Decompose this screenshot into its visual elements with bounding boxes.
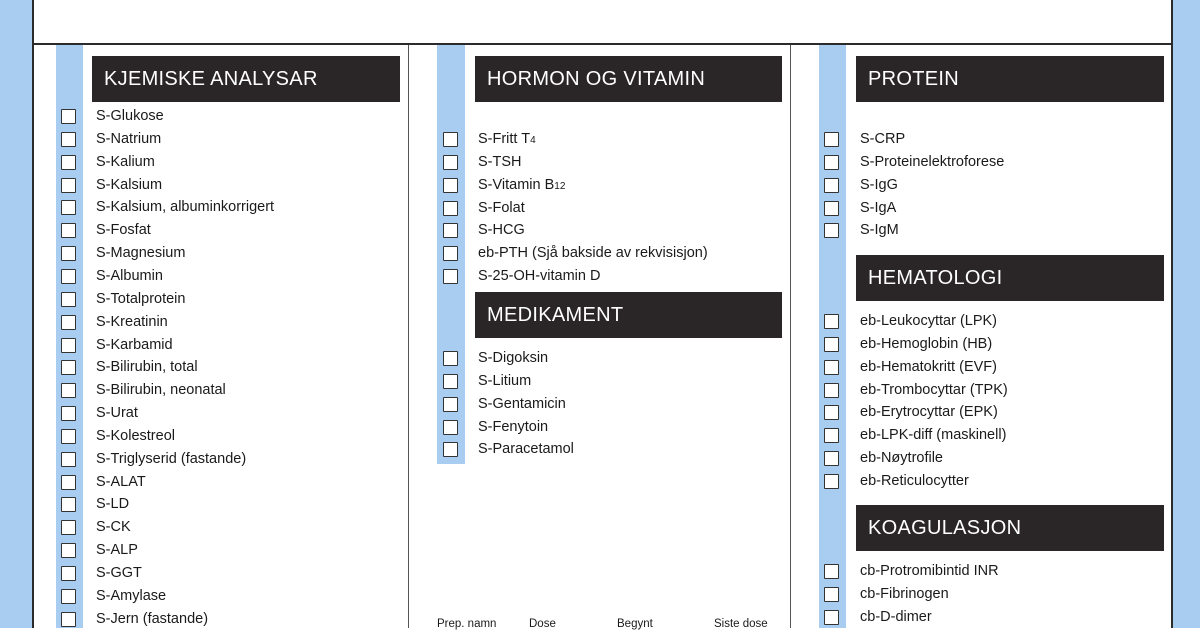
checkbox[interactable]	[61, 132, 76, 147]
checkbox[interactable]	[824, 314, 839, 329]
checkbox-row-s-fenytoin[interactable]	[443, 416, 458, 439]
checkbox-row-s-urat[interactable]	[61, 402, 76, 425]
checkbox-row-eb-hematokritt-evf[interactable]	[824, 356, 839, 379]
footer-label-prep-namn: Prep. namn	[437, 618, 497, 630]
checkbox-label: S-Bilirubin, neonatal	[96, 382, 226, 398]
checkbox[interactable]	[61, 315, 76, 330]
checkbox-label: S-Jern (fastande)	[96, 611, 209, 627]
checkbox[interactable]	[443, 178, 458, 193]
checkbox-row-s-vitamin-b12[interactable]	[443, 174, 458, 197]
checkbox-label: S-Vitamin B12	[478, 177, 566, 193]
column-divider-2	[790, 45, 791, 628]
checkbox-row-eb-trombocyttar-tpk[interactable]	[824, 379, 839, 402]
checkbox-row-s-digoksin[interactable]	[443, 347, 458, 370]
checkbox-label: cb-Fibrinogen	[860, 586, 949, 602]
checkbox[interactable]	[824, 132, 839, 147]
checkbox[interactable]	[824, 428, 839, 443]
checkbox[interactable]	[443, 374, 458, 389]
checkbox[interactable]	[824, 587, 839, 602]
section-header-koagulasjon: KOAGULASJON	[856, 505, 1164, 551]
checkbox-label: eb-Hematokritt (EVF)	[860, 359, 997, 375]
checkbox[interactable]	[443, 132, 458, 147]
footer-label-siste-dose: Siste dose	[714, 618, 768, 630]
checkbox[interactable]	[61, 223, 76, 238]
section-header-hormon-og-vitamin: HORMON OG VITAMIN	[475, 56, 782, 102]
checkbox[interactable]	[61, 566, 76, 581]
checkbox-label: S-ALAT	[96, 474, 146, 490]
checkbox-label: S-Fosfat	[96, 222, 151, 238]
checkbox-row-s-kolestreol[interactable]	[61, 425, 76, 448]
checkbox[interactable]	[61, 475, 76, 490]
checkbox-row-s-proteinelektroforese[interactable]	[824, 151, 839, 174]
checkbox-label: S-Bilirubin, total	[96, 359, 198, 375]
checkbox[interactable]	[824, 405, 839, 420]
checkbox-label: S-Kreatinin	[96, 314, 168, 330]
checkbox-label: cb-Protromibintid INR	[860, 563, 999, 579]
checkbox-row-s-hcg[interactable]	[443, 219, 458, 242]
checkbox-row-eb-leukocyttar-lpk[interactable]	[824, 310, 839, 333]
form-left-border	[32, 0, 34, 628]
checkbox-row-eb-lpk-diff-maskinell[interactable]	[824, 424, 839, 447]
checkbox-label: eb-Reticulocytter	[860, 473, 969, 489]
checkbox[interactable]	[824, 610, 839, 625]
footer-label-dose: Dose	[529, 618, 556, 630]
checkbox-label: S-Albumin	[96, 268, 163, 284]
checkbox-row-eb-nøytrofile[interactable]	[824, 447, 839, 470]
checkbox-row-s-litium[interactable]	[443, 370, 458, 393]
checkbox[interactable]	[824, 451, 839, 466]
checkbox-row-s-ld[interactable]	[61, 493, 76, 516]
checkbox-label: eb-Hemoglobin (HB)	[860, 336, 993, 352]
checkbox-label: S-CK	[96, 519, 131, 535]
checkbox-label: S-Totalprotein	[96, 291, 186, 307]
checkbox[interactable]	[61, 109, 76, 124]
checkbox-label: S-Natrium	[96, 131, 162, 147]
checkbox-label: S-Folat	[478, 200, 525, 216]
checkbox-label: S-HCG	[478, 222, 525, 238]
checkbox-label: S-Litium	[478, 373, 532, 389]
checkbox-label: S-Urat	[96, 405, 138, 421]
checkbox[interactable]	[61, 452, 76, 467]
checkbox-row-cb-d-dimer[interactable]	[824, 606, 839, 629]
checkbox-label: eb-PTH (Sjå bakside av rekvisisjon)	[478, 245, 708, 261]
column-divider-1	[408, 45, 409, 628]
checkbox-label: eb-Leukocyttar (LPK)	[860, 313, 998, 329]
checkbox-row-s-fosfat[interactable]	[61, 219, 76, 242]
checkbox-row-cb-fibrinogen[interactable]	[824, 583, 839, 606]
checkbox-row-s-paracetamol[interactable]	[443, 438, 458, 461]
checkbox-label: S-GGT	[96, 565, 142, 581]
checkbox-row-s-triglyserid-fastande[interactable]	[61, 448, 76, 471]
checkbox[interactable]	[443, 397, 458, 412]
checkbox-label: S-Karbamid	[96, 337, 173, 353]
checkbox-label: S-Magnesium	[96, 245, 186, 261]
checkbox-row-s-natrium[interactable]	[61, 128, 76, 151]
right-margin-stripe	[1173, 0, 1200, 628]
checkbox-row-eb-reticulocytter[interactable]	[824, 470, 839, 493]
checkbox-row-s-kalsium-albuminkorrigert[interactable]	[61, 196, 76, 219]
checkbox-label: S-ALP	[96, 542, 138, 558]
checkbox-label: S-Amylase	[96, 588, 167, 604]
checkbox-label: S-Digoksin	[478, 350, 549, 366]
checkbox-row-eb-pth-sjå-bakside-av-rekvisisjon[interactable]	[443, 242, 458, 265]
checkbox[interactable]	[61, 155, 76, 170]
checkbox-label: S-Paracetamol	[478, 441, 574, 457]
checkbox-label: S-Kalsium	[96, 177, 163, 193]
checkbox-label: S-LD	[96, 496, 130, 512]
checkbox[interactable]	[824, 564, 839, 579]
checkbox-row-s-fritt-t4[interactable]	[443, 128, 458, 151]
checkbox-label: eb-LPK-diff (maskinell)	[860, 427, 1007, 443]
checkbox[interactable]	[824, 155, 839, 170]
form-right-border	[1171, 0, 1173, 628]
checkbox-row-cb-protromibintid-inr[interactable]	[824, 560, 839, 583]
checkbox-row-eb-hemoglobin-hb[interactable]	[824, 333, 839, 356]
checkbox[interactable]	[61, 292, 76, 307]
checkbox-label: eb-Trombocyttar (TPK)	[860, 382, 1008, 398]
left-margin-stripe	[0, 0, 33, 628]
checkbox-row-s-bilirubin-total[interactable]	[61, 356, 76, 379]
section-header-kjemiske-analysar: KJEMISKE ANALYSAR	[92, 56, 400, 102]
checkbox[interactable]	[824, 360, 839, 375]
checkbox-label: S-Fenytoin	[478, 419, 549, 435]
checkbox-label: S-Kalsium, albuminkorrigert	[96, 199, 275, 215]
checkbox[interactable]	[824, 178, 839, 193]
checkbox[interactable]	[443, 442, 458, 457]
checkbox[interactable]	[61, 338, 76, 353]
checkbox-label: S-IgG	[860, 177, 898, 193]
checkbox-label: S-CRP	[860, 131, 906, 147]
checkbox[interactable]	[61, 406, 76, 421]
checkbox[interactable]	[61, 589, 76, 604]
checkbox-label: S-IgA	[860, 200, 897, 216]
checkbox-row-s-totalprotein[interactable]	[61, 288, 76, 311]
checkbox[interactable]	[443, 246, 458, 261]
checkbox-row-s-ck[interactable]	[61, 516, 76, 539]
checkbox[interactable]	[824, 337, 839, 352]
section-header-protein: PROTEIN	[856, 56, 1164, 102]
checkbox-label: S-Kolestreol	[96, 428, 175, 444]
checkbox-row-s-iga[interactable]	[824, 197, 839, 220]
checkbox-row-s-tsh[interactable]	[443, 151, 458, 174]
checkbox[interactable]	[61, 543, 76, 558]
checkbox[interactable]	[443, 420, 458, 435]
checkbox[interactable]	[824, 474, 839, 489]
checkbox[interactable]	[443, 351, 458, 366]
checkbox[interactable]	[61, 200, 76, 215]
checkbox-row-s-alp[interactable]	[61, 539, 76, 562]
footer-label-begynt: Begynt	[617, 618, 653, 630]
checkbox-label: S-25-OH-vitamin D	[478, 268, 601, 284]
checkbox-row-s-alat[interactable]	[61, 471, 76, 494]
form-top-divider	[33, 43, 1173, 45]
checkbox-row-s-karbamid[interactable]	[61, 334, 76, 357]
checkbox-row-s-folat[interactable]	[443, 197, 458, 220]
checkbox[interactable]	[824, 383, 839, 398]
checkbox-label: S-IgM	[860, 222, 899, 238]
checkbox-label: S-TSH	[478, 154, 522, 170]
checkbox[interactable]	[443, 155, 458, 170]
checkbox[interactable]	[61, 612, 76, 627]
checkbox-row-s-25-oh-vitamin-d[interactable]	[443, 265, 458, 288]
checkbox[interactable]	[61, 178, 76, 193]
checkbox-row-s-bilirubin-neonatal[interactable]	[61, 379, 76, 402]
checkbox[interactable]	[61, 429, 76, 444]
checkbox-label: S-Triglyserid (fastande)	[96, 451, 247, 467]
checkbox-label: S-Fritt T4	[478, 131, 536, 147]
checkbox-row-eb-erytrocyttar-epk[interactable]	[824, 401, 839, 424]
section-header-hematologi: HEMATOLOGI	[856, 255, 1164, 301]
checkbox-row-s-albumin[interactable]	[61, 265, 76, 288]
checkbox-row-s-gentamicin[interactable]	[443, 393, 458, 416]
checkbox-row-s-kalsium[interactable]	[61, 174, 76, 197]
checkbox[interactable]	[61, 360, 76, 375]
checkbox-label: S-Proteinelektroforese	[860, 154, 1005, 170]
checkbox-row-s-kreatinin[interactable]	[61, 311, 76, 334]
checkbox-label: S-Gentamicin	[478, 396, 566, 412]
checkbox[interactable]	[443, 223, 458, 238]
checkbox-row-s-amylase[interactable]	[61, 585, 76, 608]
checkbox-label: cb-D-dimer	[860, 609, 932, 625]
checkbox-label: S-Glukose	[96, 108, 164, 124]
checkbox-row-s-kalium[interactable]	[61, 151, 76, 174]
checkbox-row-s-igg[interactable]	[824, 174, 839, 197]
checkbox-row-s-magnesium[interactable]	[61, 242, 76, 265]
checkbox[interactable]	[443, 269, 458, 284]
checkbox[interactable]	[824, 201, 839, 216]
checkbox-label: eb-Erytrocyttar (EPK)	[860, 404, 998, 420]
checkbox-label: S-Kalium	[96, 154, 155, 170]
checkbox[interactable]	[824, 223, 839, 238]
checkbox-row-s-igm[interactable]	[824, 219, 839, 242]
checkbox[interactable]	[61, 246, 76, 261]
checkbox[interactable]	[61, 497, 76, 512]
section-header-medikament: MEDIKAMENT	[475, 292, 782, 338]
checkbox-label: eb-Nøytrofile	[860, 450, 943, 466]
checkbox[interactable]	[61, 269, 76, 284]
checkbox[interactable]	[443, 201, 458, 216]
checkbox-row-s-ggt[interactable]	[61, 562, 76, 585]
checkbox[interactable]	[61, 383, 76, 398]
checkbox-row-s-glukose[interactable]	[61, 105, 76, 128]
checkbox[interactable]	[61, 520, 76, 535]
checkbox-row-s-crp[interactable]	[824, 128, 839, 151]
